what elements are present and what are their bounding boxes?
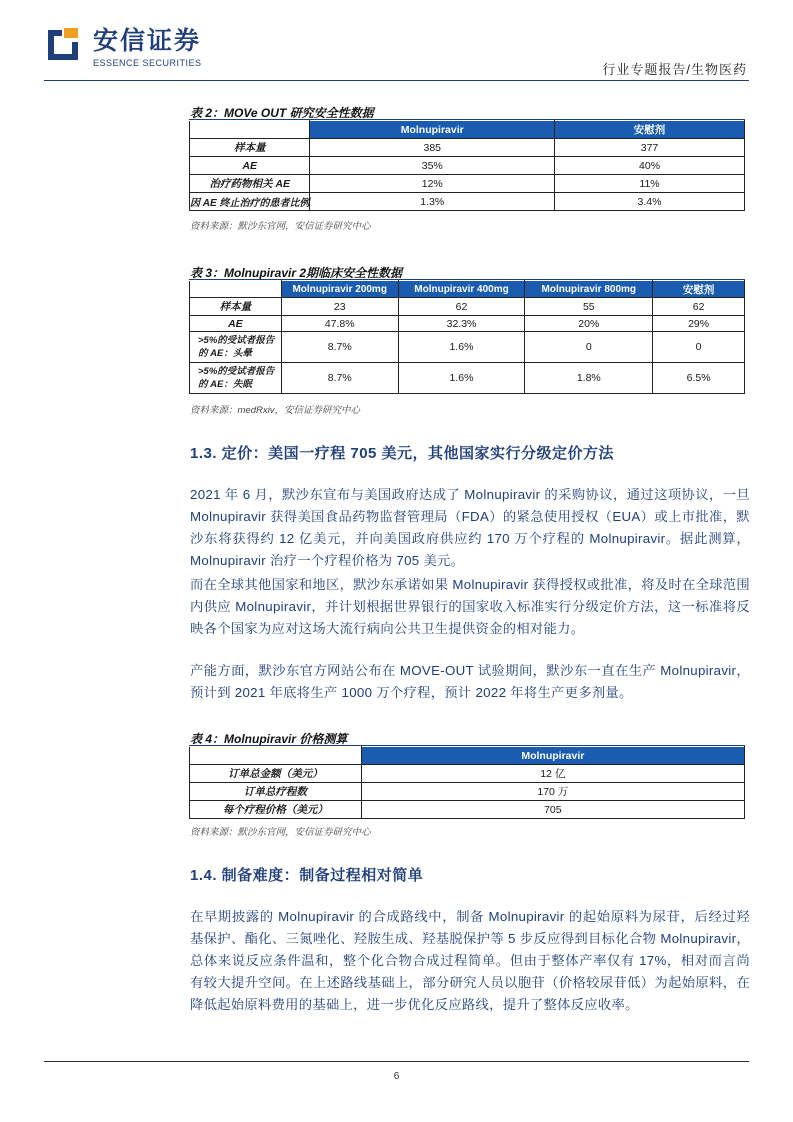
table2-source: 资料来源：默沙东官网，安信证券研究中心: [190, 221, 371, 232]
table4-header-row: [190, 747, 745, 765]
table-cell: 170 万: [361, 783, 744, 801]
table-row: [190, 783, 745, 801]
table-row: [190, 139, 745, 157]
table2-header-cell: [190, 121, 310, 139]
table-cell: 8.7%: [281, 332, 398, 363]
row-label: >5%的受试者报告的 AE：头晕: [190, 332, 282, 363]
table4-source: 资料来源：默沙东官网，安信证券研究中心: [190, 827, 371, 838]
row-label: AE: [190, 157, 310, 175]
row-label: 订单总疗程数: [190, 783, 362, 801]
table-cell: 32.3%: [398, 316, 525, 332]
table4: [189, 746, 745, 819]
table2-header-row: [190, 121, 745, 139]
paragraph: 产能方面，默沙东官方网站公布在 MOVE-OUT 试验期间，默沙东一直在生产 Molnupiravir，预计到 2021 年底将生产 1000 万个疗程，预计 2022 年将生产更多剂量。: [190, 663, 750, 700]
report-category: 行业专题报告/生物医药: [602, 62, 747, 77]
table-cell: 3.4%: [555, 193, 745, 211]
row-label: 每个疗程价格（美元）: [190, 801, 362, 819]
table-cell: 55: [525, 298, 653, 316]
logo-chinese-name: 安信证券: [93, 27, 202, 55]
row-label: 样本量: [190, 139, 310, 157]
table3-title: 表 3：Molnupiravir 2期临床安全性数据: [190, 266, 403, 280]
table-cell: 1.6%: [398, 363, 525, 394]
table3-header-cell: 安慰剂: [653, 281, 745, 298]
table-cell: 62: [653, 298, 745, 316]
table-cell: 23: [281, 298, 398, 316]
company-logo-icon: [44, 24, 84, 66]
row-label: 订单总金额（美元）: [190, 765, 362, 783]
table4-header-cell: [190, 747, 362, 765]
table-cell: 29%: [653, 316, 745, 332]
table-cell: 0: [653, 332, 745, 363]
table-row: [190, 316, 745, 332]
table-row: [190, 157, 745, 175]
table-cell: 1.6%: [398, 332, 525, 363]
table-row: [190, 193, 745, 211]
table-row: [190, 801, 745, 819]
section-heading: 1.3. 定价：美国一疗程 705 美元，其他国家实行分级定价方法: [190, 445, 615, 462]
table-cell: 40%: [555, 157, 745, 175]
table3-header-cell: [190, 281, 282, 298]
row-label: 因 AE 终止治疗的患者比例: [190, 193, 310, 211]
table-row: [190, 363, 745, 394]
paragraph: 而在全球其他国家和地区，默沙东承诺如果 Molnupiravir 获得授权或批准，将及时在全球范围内供应 Molnupiravir，并计划根据世界银行的国家收入标准实行分级定价方法，这一标准将反映各个国家为应对这场大流行病向公共卫生提供资金的相对能力。: [190, 577, 750, 636]
page-number: 6: [393, 1071, 400, 1082]
table3-header-cell: Molnupiravir 800mg: [525, 281, 653, 298]
row-label: >5%的受试者报告的 AE：失眠: [190, 363, 282, 394]
table-cell: 12 亿: [361, 765, 744, 783]
table-cell: 0: [525, 332, 653, 363]
table4-title: 表 4：Molnupiravir 价格测算: [190, 732, 348, 746]
footer-divider: [44, 1061, 749, 1062]
table-cell: 705: [361, 801, 744, 819]
table-cell: 6.5%: [653, 363, 745, 394]
table4-header-cell: Molnupiravir: [361, 747, 744, 765]
table-cell: 1.8%: [525, 363, 653, 394]
table3-header-row: [190, 281, 745, 298]
table2: [189, 120, 745, 211]
paragraph: 在早期披露的 Molnupiravir 的合成路线中，制备 Molnupiravir 的起始原料为尿苷，后经过羟基保护、酯化、三氮唑化、羟胺生成、羟基脱保护等 5 步反应得到目标化合物 Molnupiravir，总体来说反应条件温和，整个化合物合成过程简单。但由于整体产率仅有 17%，相对而言尚有较大提升空间。在上述路线基础上，部分研究人员以胞苷（价格较尿苷低）为起始原料，在降低起始原料费用的基础上，进一步优化反应路线，提升了整体反应收率。: [190, 909, 750, 1012]
table-cell: 377: [555, 139, 745, 157]
table-cell: 35%: [310, 157, 555, 175]
row-label: 治疗药物相关 AE: [190, 175, 310, 193]
table-cell: 385: [310, 139, 555, 157]
table-cell: 1.3%: [310, 193, 555, 211]
table-cell: 47.8%: [281, 316, 398, 332]
table2-title: 表 2：MOVe OUT 研究安全性数据: [190, 106, 374, 120]
table-cell: 12%: [310, 175, 555, 193]
row-label: AE: [190, 316, 282, 332]
paragraph: 2021 年 6 月，默沙东宣布与美国政府达成了 Molnupiravir 的采购协议，通过这项协议，一旦 Molnupiravir 获得美国食品药物监督管理局（FDA）的紧急使用授权（EUA）或上市批准，默沙东将获得约 12 亿美元，并向美国政府供应约 170 万个疗程的 Molnupiravir。据此测算，Molnupiravir 治疗一个疗程价格为 705 美元。: [190, 487, 750, 568]
table3-header-cell: Molnupiravir 200mg: [281, 281, 398, 298]
table-cell: 62: [398, 298, 525, 316]
table2-header-cell: 安慰剂: [555, 121, 745, 139]
table-row: [190, 332, 745, 363]
table3-source: 资料来源：medRxiv，安信证券研究中心: [190, 405, 360, 416]
table-cell: 11%: [555, 175, 745, 193]
table-row: [190, 765, 745, 783]
table3-header-cell: Molnupiravir 400mg: [398, 281, 525, 298]
table2-header-cell: Molnupiravir: [310, 121, 555, 139]
row-label: 样本量: [190, 298, 282, 316]
table-cell: 20%: [525, 316, 653, 332]
logo-english-name: ESSENCE SECURITIES: [93, 58, 202, 68]
section-heading: 1.4. 制备难度：制备过程相对简单: [190, 867, 424, 884]
table-row: [190, 298, 745, 316]
header-divider: [44, 80, 749, 81]
table-cell: 8.7%: [281, 363, 398, 394]
table3: [189, 280, 745, 394]
table-row: [190, 175, 745, 193]
